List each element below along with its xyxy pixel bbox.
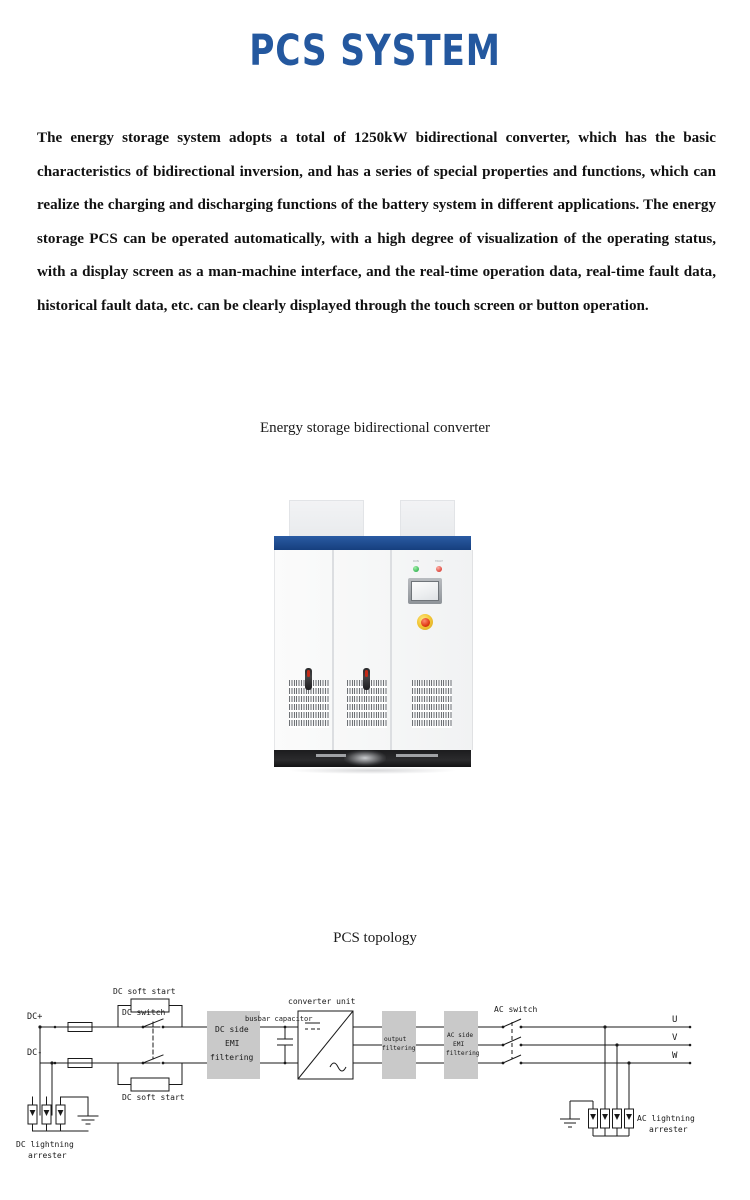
plinth-highlight xyxy=(396,754,438,757)
label-ac-arrester-2: arrester xyxy=(649,1125,688,1134)
label-dc-positive: DC+ xyxy=(27,1012,43,1022)
label-dc-emi-1: DC side xyxy=(215,1025,249,1034)
cabinet-door-handle[interactable] xyxy=(363,668,370,690)
cabinet-roof-module-right xyxy=(400,500,455,541)
label-phase-w: W xyxy=(672,1051,678,1061)
cabinet-blue-band xyxy=(274,536,471,550)
ventilation-grille xyxy=(412,680,452,728)
label-dc-arrester-1: DC lightning xyxy=(16,1140,74,1149)
label-dc-soft-start-lower: DC soft start xyxy=(122,1093,185,1102)
hmi-screen-surface xyxy=(411,581,439,601)
emergency-stop-inner xyxy=(421,618,430,627)
plinth-highlight xyxy=(316,754,346,757)
run-indicator-light xyxy=(413,566,419,572)
label-output-filtering-2: filtering xyxy=(382,1045,416,1052)
hmi-touchscreen[interactable] xyxy=(408,578,442,604)
product-figure-caption: Energy storage bidirectional converter xyxy=(259,420,491,436)
label-ac-emi-1: AC side xyxy=(447,1032,474,1039)
run-indicator-label: RUN xyxy=(413,560,419,563)
label-converter-unit: converter unit xyxy=(288,997,356,1006)
pcs-topology-diagram xyxy=(0,975,750,1180)
product-photo xyxy=(272,492,474,810)
label-dc-emi-2: EMI xyxy=(225,1039,240,1048)
label-dc-switch: DC switch xyxy=(122,1008,166,1017)
description-paragraph: The energy storage system adopts a total of 1250kW bidirectional converter, which has the basic characteristics of bidirectional inversion, and has a series of special properties and functions, which can realize the charging and discharging functions of the battery system in different applications. The energy storage PCS can be operated automatically, with a high degree of visualization of the operating status, with a display screen as a man-machine interface, and the real-time operation data, real-time fault data, historical fault data, etc. can be clearly displayed through the touch screen or button operation. xyxy=(37,130,716,314)
emergency-stop-button[interactable] xyxy=(417,614,433,630)
label-ac-emi-2: EMI xyxy=(453,1041,465,1048)
page-title: PCS SYSTEM xyxy=(249,26,501,76)
fault-indicator-light xyxy=(436,566,442,572)
topology-figure-caption: PCS topology xyxy=(333,930,417,946)
label-dc-arrester-2: arrester xyxy=(28,1151,67,1160)
label-dc-emi-3: filtering xyxy=(210,1053,254,1062)
label-phase-v: V xyxy=(672,1033,678,1043)
cabinet-door-handle[interactable] xyxy=(305,668,312,690)
plinth-reflection xyxy=(344,750,386,766)
label-busbar-capacitor: busbar capacitor xyxy=(245,1015,313,1023)
label-phase-u: U xyxy=(672,1015,678,1025)
cabinet-door-seam xyxy=(390,550,392,750)
fault-indicator-label: FAULT xyxy=(435,560,443,563)
dc-soft-start-resistor-lower xyxy=(131,1078,169,1091)
label-ac-arrester-1: AC lightning xyxy=(637,1114,695,1123)
label-ac-emi-3: filtering xyxy=(446,1050,480,1057)
label-ac-switch: AC switch xyxy=(494,1005,538,1014)
cabinet-door-seam xyxy=(332,550,334,750)
label-output-filtering-1: output xyxy=(384,1036,407,1043)
cabinet-roof-module-left xyxy=(289,500,364,541)
label-dc-negative: DC- xyxy=(27,1048,43,1058)
floor-shadow xyxy=(290,767,455,774)
label-dc-soft-start-upper: DC soft start xyxy=(113,987,176,996)
